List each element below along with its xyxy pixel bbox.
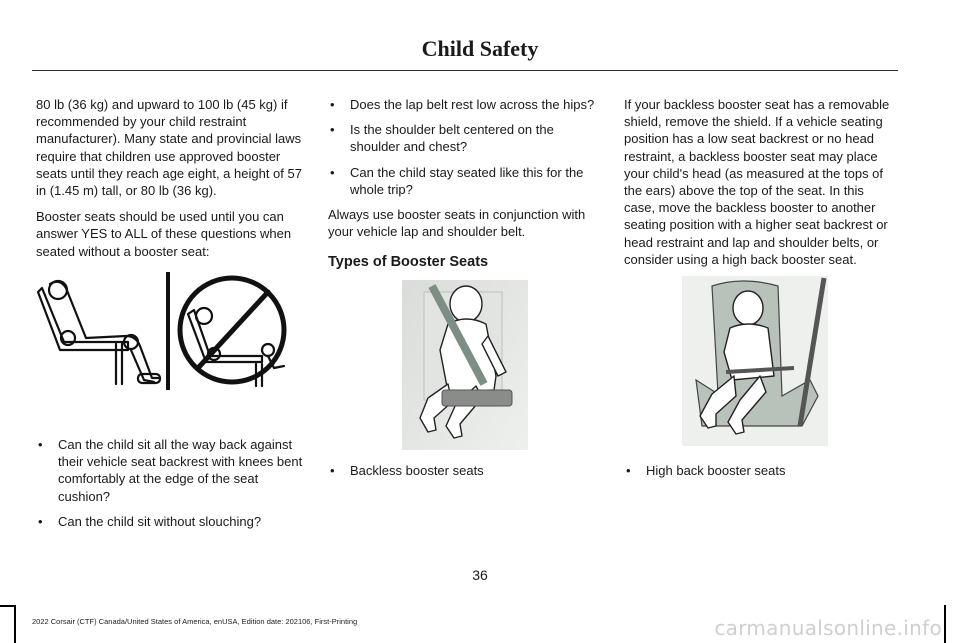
paragraph-shield: If your backless booster seat has a removable shield, remove the shield. If a vehicle seating position has a low seat backrest or no head restraint, a backless booster seat may place your child's head (as measured at the tops of the ears) above the top of the seat. In this case, move the backless booster to another seating position with a higher seat backrest or head restraint and lap and shoulder belts, or consider using a high back booster seat. <box>624 97 890 267</box>
column-middle <box>328 96 602 272</box>
column-right <box>624 96 896 277</box>
list-item: • Is the shoulder belt centered on the shoulder and chest? <box>328 121 602 155</box>
caption-high-back <box>624 462 896 487</box>
page-number: 36 <box>472 567 488 583</box>
list-item: • High back booster seats <box>624 462 896 479</box>
crop-mark <box>14 605 16 643</box>
column-left <box>36 96 308 269</box>
page-title: Child Safety <box>421 36 539 61</box>
booster-cushion <box>442 390 512 406</box>
list-item: • Backless booster seats <box>328 462 602 479</box>
high-back-booster-illustration <box>682 276 828 446</box>
watermark: carmanualsonline.info <box>714 616 942 640</box>
question-list-left <box>36 436 308 538</box>
list-item: • Can the child sit without slouching? <box>36 513 308 530</box>
backless-booster-illustration <box>402 280 528 450</box>
comparison-divider <box>166 272 170 390</box>
list-item: • Can the child sit all the way back against their vehicle seat backrest with knees bent comfortably at the edge of the seat cushion? <box>36 436 308 505</box>
edition-info: 2022 Corsair (CTF) Canada/United States of America, enUSA, Edition date: 202106, First-Printing <box>32 617 358 626</box>
paragraph-questions-intro: Booster seats should be used until you can answer YES to ALL of these questions when seated without a booster seat: <box>36 209 292 259</box>
paragraph-belt: Always use booster seats in conjunction with your vehicle lap and shoulder belt. <box>328 207 586 240</box>
paragraph-intro: 80 lb (36 kg) and upward to 100 lb (45 kg) if recommended by your child restraint manufacturer). Many state and provincial laws require that children use approved booster seats until they reach age eight, a height of 57 in (1.45 m) tall, or 80 lb (36 kg). <box>36 97 302 199</box>
section-heading: Types of Booster Seats <box>328 254 489 271</box>
list-item: • Does the lap belt rest low across the hips? <box>328 96 602 113</box>
crop-mark <box>944 605 946 643</box>
seat-posture-illustration <box>36 270 298 392</box>
header-divider <box>32 70 898 71</box>
crop-mark <box>0 605 14 607</box>
knee-joint-icon <box>49 281 67 299</box>
list-item: • Can the child stay seated like this for the whole trip? <box>328 164 602 198</box>
caption-backless <box>328 462 602 487</box>
